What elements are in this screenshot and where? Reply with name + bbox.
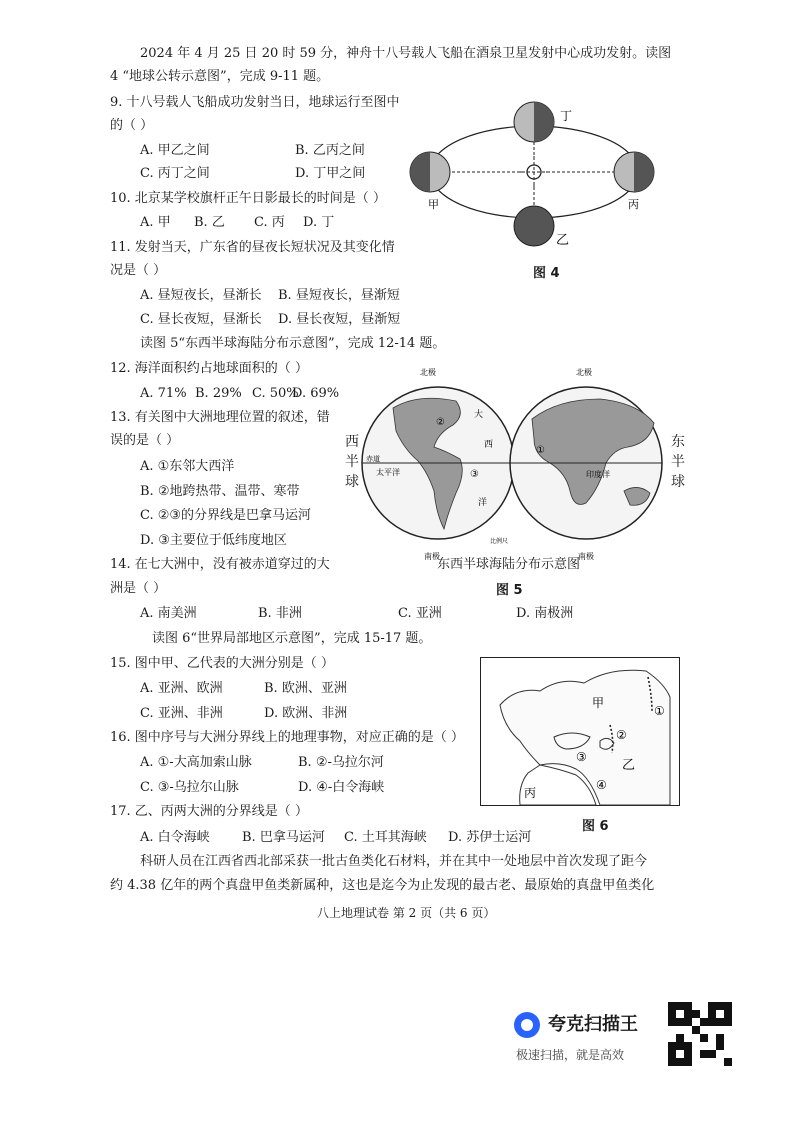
earth-bing-icon <box>614 152 654 192</box>
q10-option-d[interactable]: D. 丁 <box>303 215 335 230</box>
q16-option-b[interactable]: B. ②-乌拉尔河 <box>298 755 384 770</box>
q16-option-d[interactable]: D. ④-白令海峡 <box>298 780 385 795</box>
q10-option-b[interactable]: B. 乙 <box>194 215 225 230</box>
label-yi: 乙 <box>556 233 570 248</box>
intro-fossil-line-2: 约 4.38 亿年的两个真盘甲鱼类新属种，这也是迄今为止发现的最古老、最原始的真盘甲鱼类化 <box>110 878 655 893</box>
q16-option-a[interactable]: A. ①-大高加索山脉 <box>140 755 252 770</box>
intro-fossil-line-1: 科研人员在江西省西北部采获一批古鱼类化石材料，并在其中一处地层中首次发现了距今 <box>140 854 648 869</box>
q15-option-b[interactable]: B. 欧洲、亚洲 <box>264 681 347 696</box>
label-north-pole-west: 北极 <box>420 368 436 377</box>
brand-name: 夸克扫描王 <box>548 1014 638 1035</box>
q15-stem: 15. 图中甲、乙代表的大洲分别是（ ） <box>110 656 334 671</box>
q11-stem-1: 11. 发射当天，广东省的昼夜长短状况及其变化情 <box>110 240 395 255</box>
brand-slogan: 极速扫描，就是高效 <box>516 1048 625 1062</box>
q14-option-a[interactable]: A. 南美洲 <box>140 606 197 621</box>
label-east-hemisphere: 东半球 <box>671 434 685 490</box>
q12-stem: 12. 海洋面积约占地球面积的（ ） <box>110 361 308 376</box>
label-jia: 甲 <box>428 198 439 211</box>
q12-option-d[interactable]: D. 69% <box>292 386 340 401</box>
label-continent-1: ① <box>536 445 545 456</box>
label-bing: 丙 <box>524 786 537 800</box>
figure-5-hemispheres-map <box>338 363 668 563</box>
q15-option-a[interactable]: A. 亚洲、欧洲 <box>140 681 223 696</box>
q16-stem: 16. 图中序号与大洲分界线上的地理事物，对应正确的是（ ） <box>110 730 464 745</box>
q14-option-c[interactable]: C. 亚洲 <box>398 606 442 621</box>
q17-option-a[interactable]: A. 白令海峡 <box>140 830 210 845</box>
intro-line-2: 4 “地球公转示意图”，完成 9-11 题。 <box>110 69 330 84</box>
earth-yi-icon <box>514 206 554 246</box>
figure-6-region-map <box>480 657 680 806</box>
intro-fig6: 读图 6“世界局部地区示意图”，完成 15-17 题。 <box>152 631 432 646</box>
q17-stem: 17. 乙、丙两大洲的分界线是（ ） <box>110 804 308 819</box>
label-yi: 乙 <box>622 758 636 773</box>
q10-option-a[interactable]: A. 甲 <box>140 215 171 230</box>
q9-option-b[interactable]: B. 乙丙之间 <box>295 143 365 158</box>
label-atlantic-3: 洋 <box>478 498 488 508</box>
intro-line-1: 2024 年 4 月 25 日 20 时 59 分，神舟十八号载人飞船在酒泉卫星发射中心成功发射。读图 <box>140 46 672 61</box>
label-equator: 赤道 <box>366 455 380 463</box>
figure-4-caption: 图 4 <box>533 266 560 281</box>
label-bing: 丙 <box>628 198 639 211</box>
q16-option-c[interactable]: C. ③-乌拉尔山脉 <box>140 780 239 795</box>
intro-fig5: 读图 5“东西半球海陆分布示意图”，完成 12-14 题。 <box>140 336 446 351</box>
q9-stem-2: 的（ ） <box>110 118 154 133</box>
q10-option-c[interactable]: C. 丙 <box>254 215 285 230</box>
label-atlantic-1: 大 <box>474 410 484 420</box>
q17-option-c[interactable]: C. 土耳其海峡 <box>344 830 427 845</box>
q11-stem-2: 况是（ ） <box>110 263 167 278</box>
q9-stem-1: 9. 十八号载人飞船成功发射当日，地球运行至图中 <box>110 95 400 110</box>
figure-5-caption: 图 5 <box>496 583 523 598</box>
q14-option-d[interactable]: D. 南极洲 <box>516 606 574 621</box>
label-1: ① <box>654 704 665 718</box>
label-indian: 印度洋 <box>586 470 610 479</box>
qr-code-icon[interactable] <box>668 1002 732 1066</box>
figure-6-caption: 图 6 <box>582 819 609 834</box>
earth-jia-icon <box>410 152 450 192</box>
q9-option-c[interactable]: C. 丙丁之间 <box>140 166 210 181</box>
label-pacific: 太平洋 <box>376 468 400 477</box>
q11-option-c[interactable]: C. 昼长夜短，昼渐长 <box>140 312 262 327</box>
q14-stem-2: 洲是（ ） <box>110 581 167 596</box>
q12-option-b[interactable]: B. 29% <box>195 386 242 401</box>
label-continent-2: ② <box>436 417 445 428</box>
label-atlantic-2: 西 <box>484 440 494 450</box>
earth-ding-icon <box>514 102 554 142</box>
q9-option-d[interactable]: D. 丁甲之间 <box>295 166 366 181</box>
q15-option-c[interactable]: C. 亚洲、非洲 <box>140 706 223 721</box>
label-3: ③ <box>576 750 587 764</box>
q17-option-d[interactable]: D. 苏伊士运河 <box>448 830 532 845</box>
q11-option-d[interactable]: D. 昼长夜短，昼渐短 <box>278 312 401 327</box>
label-4: ④ <box>596 778 607 792</box>
label-west-hemisphere: 西半球 <box>345 434 359 490</box>
label-north-pole-east: 北极 <box>576 368 592 377</box>
label-south-pole-west: 南极 <box>424 552 440 561</box>
label-continent-3: ③ <box>470 469 479 480</box>
label-jia: 甲 <box>592 696 605 710</box>
q12-option-a[interactable]: A. 71% <box>140 386 187 401</box>
figure-5-title: 东西半球海陆分布示意图 <box>437 557 581 572</box>
figure-4-orbit-diagram <box>408 92 668 252</box>
q11-option-b[interactable]: B. 昼短夜长，昼渐短 <box>278 288 400 303</box>
label-ding: 丁 <box>560 109 573 123</box>
scanner-logo-icon <box>514 1012 540 1038</box>
label-2: ② <box>616 728 627 742</box>
q13-option-c[interactable]: C. ②③的分界线是巴拿马运河 <box>140 508 312 523</box>
q13-stem-1: 13. 有关图中大洲地理位置的叙述，错 <box>110 410 330 425</box>
q17-option-b[interactable]: B. 巴拿马运河 <box>242 830 325 845</box>
q13-option-b[interactable]: B. ②地跨热带、温带、寒带 <box>140 484 300 499</box>
q15-option-d[interactable]: D. 欧洲、非洲 <box>264 706 348 721</box>
q9-option-a[interactable]: A. 甲乙之间 <box>140 143 210 158</box>
q11-option-a[interactable]: A. 昼短夜长，昼渐长 <box>140 288 262 303</box>
q13-stem-2: 误的是（ ） <box>110 433 180 448</box>
q13-option-d[interactable]: D. ③主要位于低纬度地区 <box>140 533 287 548</box>
q14-option-b[interactable]: B. 非洲 <box>258 606 302 621</box>
q10-stem: 10. 北京某学校旗杆正午日影最长的时间是（ ） <box>110 191 386 206</box>
q13-option-a[interactable]: A. ①东邻大西洋 <box>140 459 235 474</box>
q14-stem-1: 14. 在七大洲中，没有被赤道穿过的大 <box>110 557 330 572</box>
page-footer: 八上地理试卷 第 2 页（共 6 页） <box>317 906 496 920</box>
label-south-pole-east: 南极 <box>578 552 594 561</box>
q12-option-c[interactable]: C. 50% <box>252 386 299 401</box>
label-scale: 比例尺 <box>490 538 509 545</box>
